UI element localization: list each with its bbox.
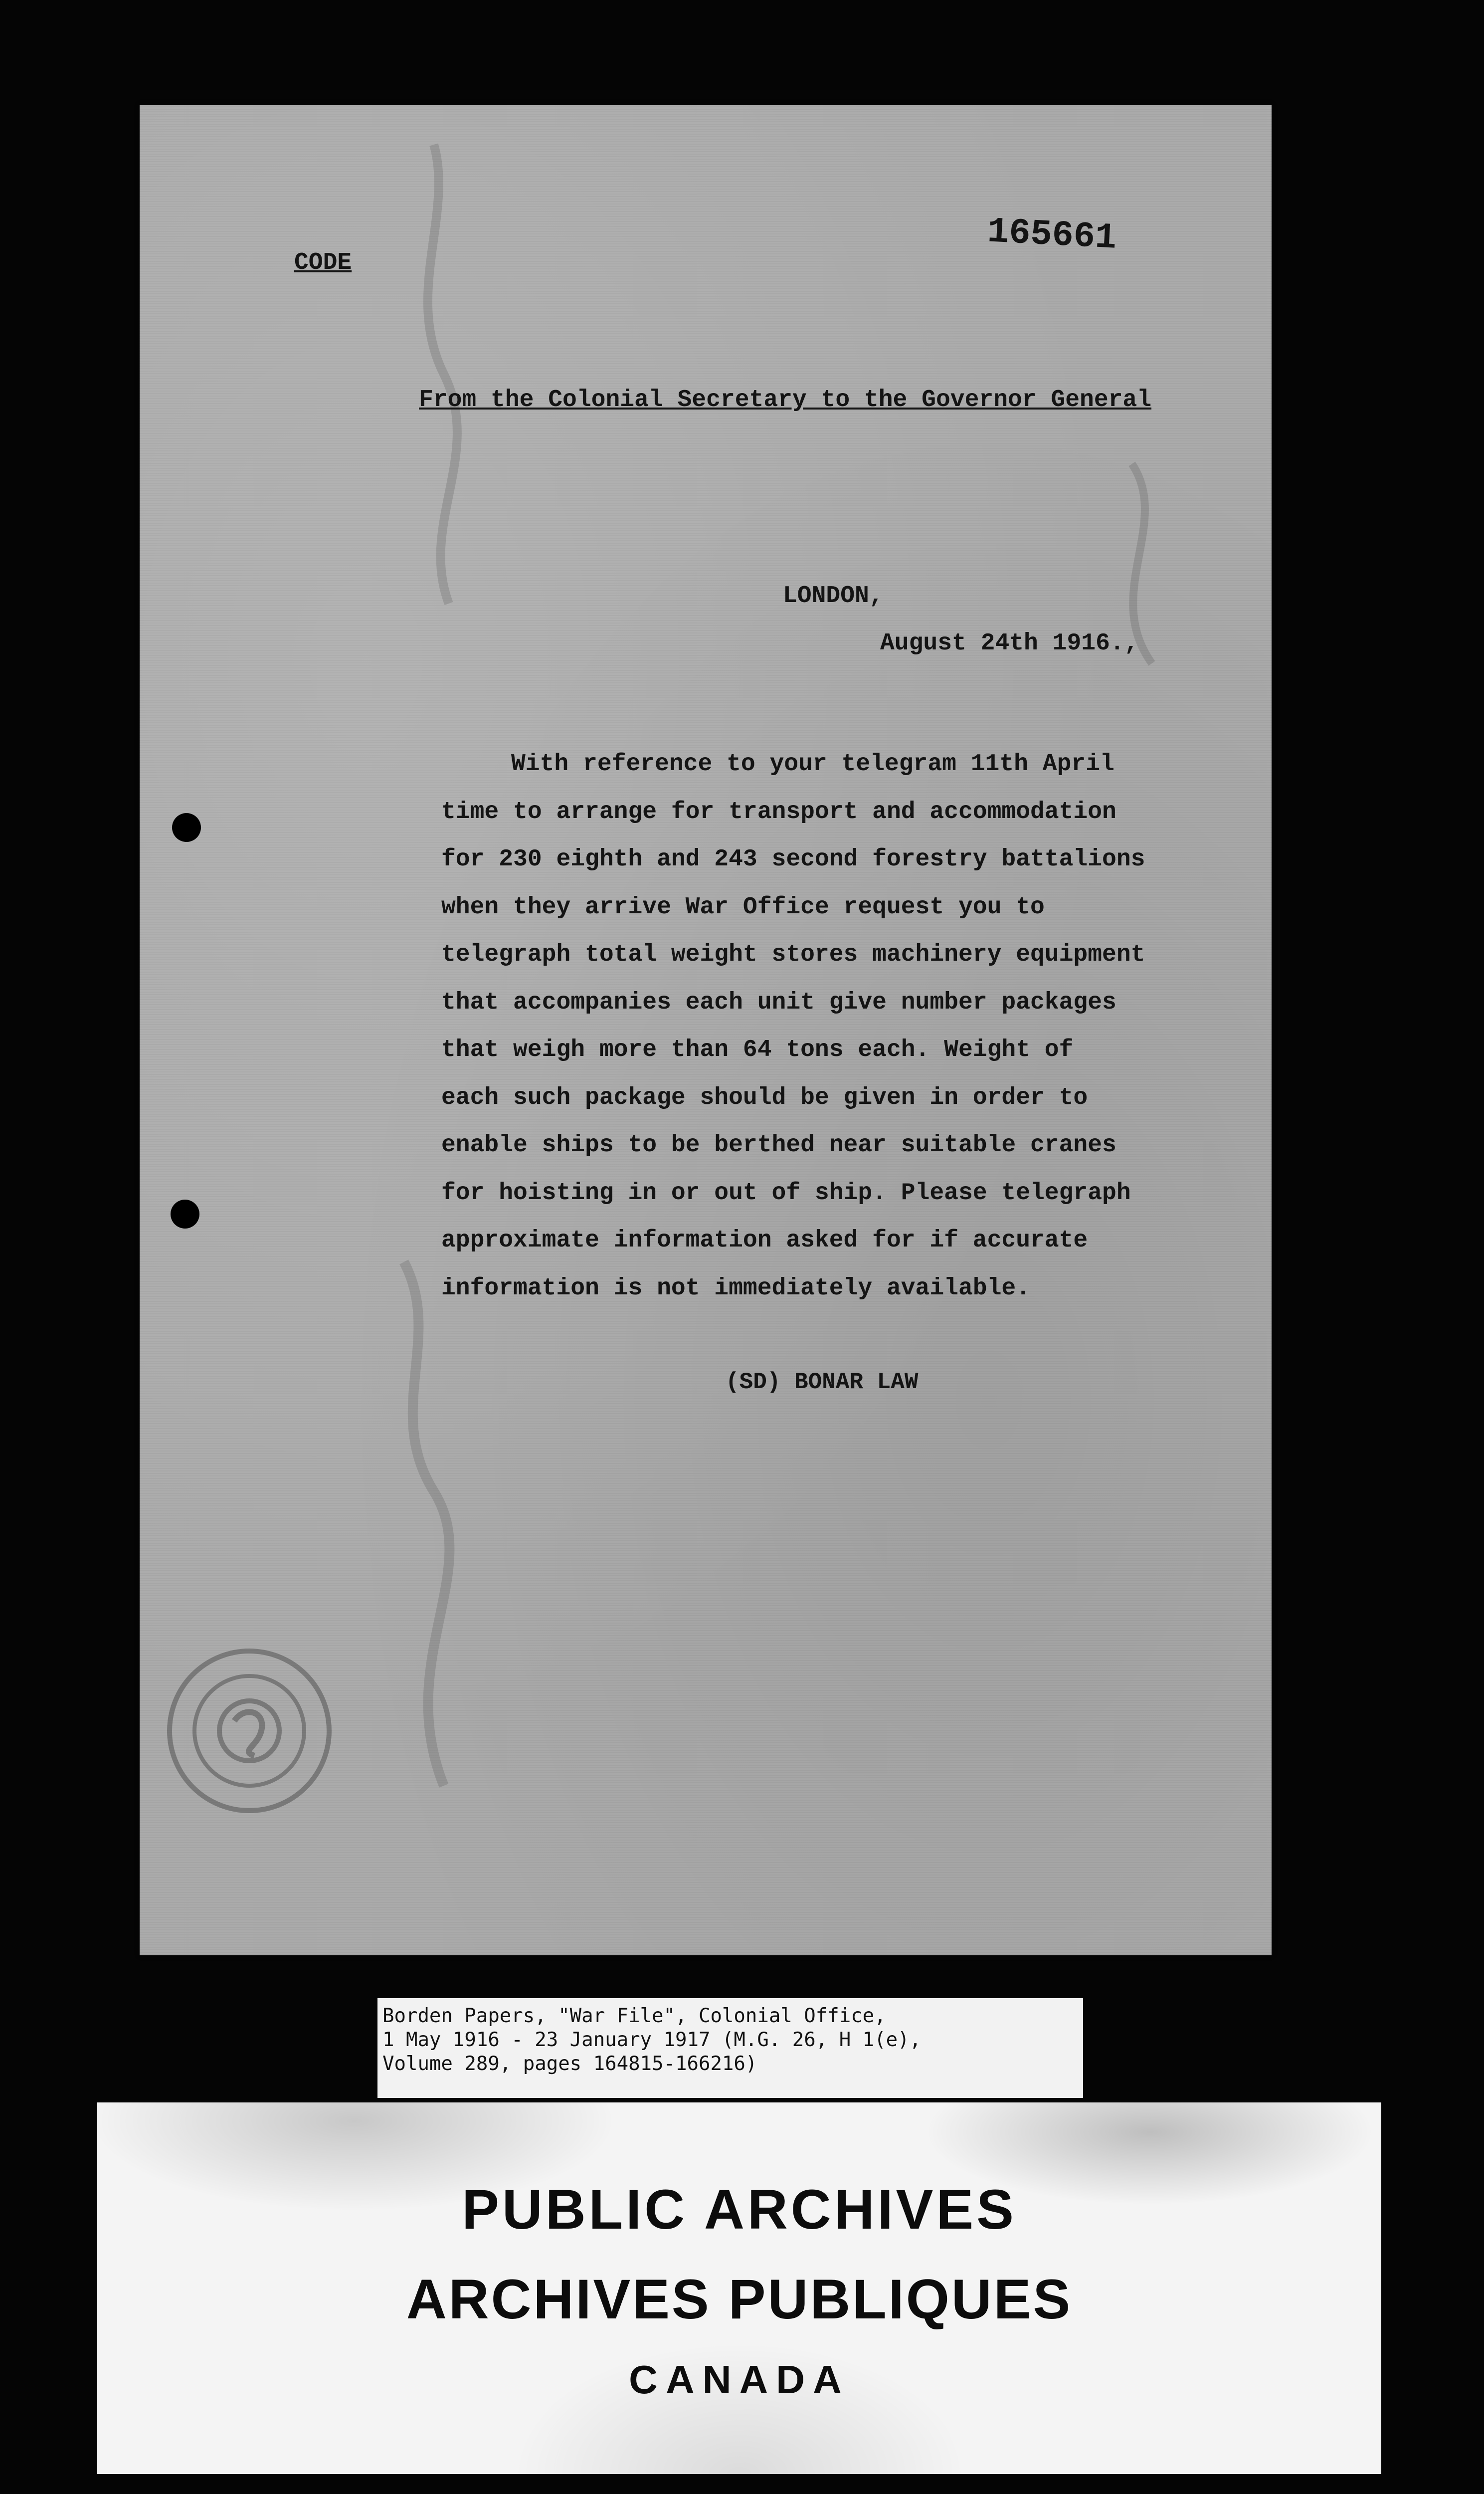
public-archives-banner — [97, 2102, 1381, 2474]
signature-line: (SD) BONAR LAW — [726, 1369, 919, 1395]
body-line: With reference to your telegram 11th April — [511, 751, 1114, 778]
body-line: that accompanies each unit give number packages — [441, 989, 1116, 1016]
code-label: CODE — [294, 249, 352, 276]
citation-line: Volume 289, pages 164815-166216) — [382, 2053, 757, 2075]
citation-line: 1 May 1916 - 23 January 1917 (M.G. 26, H 1(e), — [382, 2029, 922, 2051]
body-line: each such package should be given in order to — [441, 1084, 1088, 1111]
place-line: LONDON, — [783, 583, 884, 610]
letter-body — [441, 741, 1145, 1312]
letter-sheet — [140, 105, 1272, 1955]
from-line: From the Colonial Secretary to the Governor General — [419, 387, 1152, 414]
body-line: information is not immediately available. — [441, 1274, 1030, 1302]
banner-country: CANADA — [629, 2357, 850, 2402]
date-line: August 24th 1916., — [880, 630, 1139, 657]
banner-title-english: PUBLIC ARCHIVES — [462, 2178, 1017, 2241]
document-number: 165661 — [986, 211, 1118, 259]
body-line: enable ships to be berthed near suitable cranes — [441, 1132, 1116, 1159]
body-line: time to arrange for transport and accommodation — [441, 798, 1116, 826]
punch-hole — [171, 1200, 199, 1229]
body-line: approximate information asked for if accurate — [441, 1227, 1088, 1254]
body-line: that weigh more than 64 tons each. Weight of — [441, 1037, 1074, 1063]
body-line: for hoisting in or out of ship. Please telegraph — [441, 1179, 1131, 1207]
body-line: for 230 eighth and 243 second forestry battalions — [441, 846, 1145, 873]
body-line: when they arrive War Office request you to — [441, 893, 1045, 921]
circular-stamp-icon — [160, 1641, 339, 1821]
body-line: telegraph total weight stores machinery equipment — [441, 941, 1145, 968]
punch-hole — [172, 813, 201, 842]
banner-title-french: ARCHIVES PUBLIQUES — [406, 2268, 1073, 2330]
citation-line: Borden Papers, "War File", Colonial Office, — [382, 2005, 886, 2027]
archive-citation-label — [377, 1998, 1083, 2098]
